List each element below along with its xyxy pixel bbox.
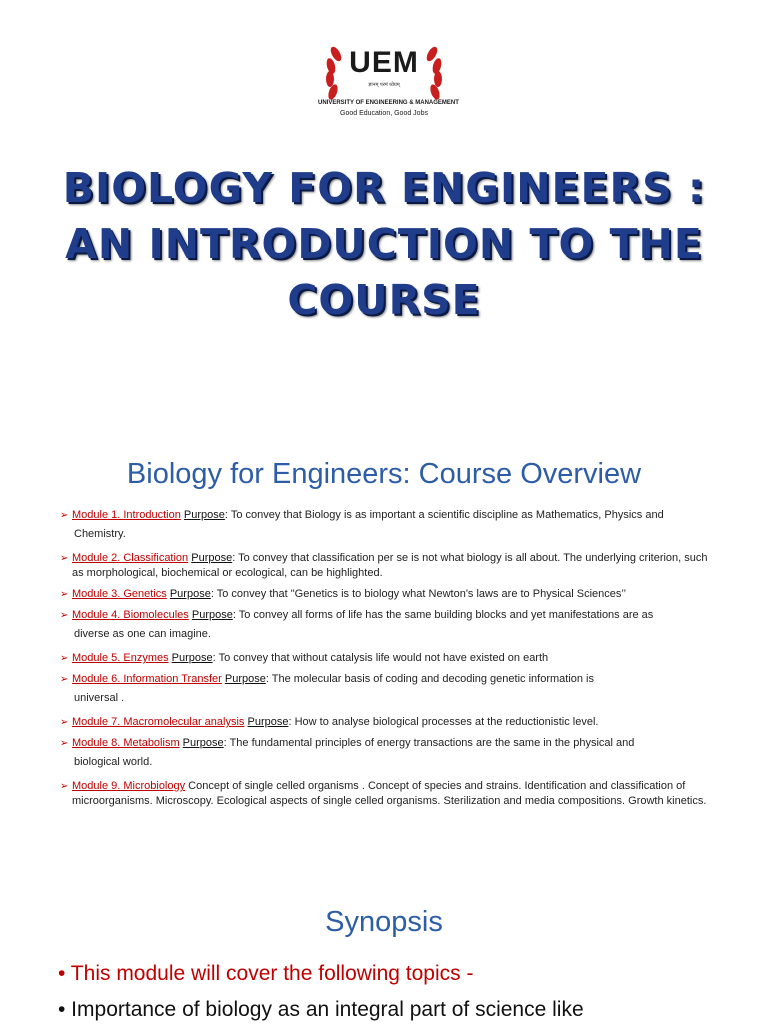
module-name: Module 9. Microbiology xyxy=(72,780,186,792)
logo-tagline: ज्ञानम् परमं ध्येयम् xyxy=(368,82,400,88)
arrow-bullet-icon: ➢ xyxy=(60,781,69,792)
logo-name: UEM xyxy=(349,46,419,79)
purpose-label: Purpose xyxy=(224,673,266,685)
arrow-bullet-icon: ➢ xyxy=(60,738,69,749)
purpose-label: Purpose xyxy=(171,652,213,664)
module-name: Module 4. Biomolecules xyxy=(72,609,189,621)
module-item xyxy=(60,736,720,773)
module-item xyxy=(60,508,720,545)
arrow-bullet-icon: ➢ xyxy=(60,610,69,621)
module-description: : To convey that without catalysis life would not have existed on earth xyxy=(212,652,549,664)
arrow-bullet-icon: ➢ xyxy=(60,717,69,728)
module-description: Concept of single celled organisms . Concept of species and strains. Identification and classification of microorganisms. Microscopy. Ecological aspects of single celled organisms. Sterilization and media compositions. Growth kinetics. xyxy=(72,780,707,807)
title-line-3: COURSE xyxy=(287,276,481,324)
uem-logo xyxy=(318,42,459,126)
module-name: Module 1. Introduction xyxy=(72,509,181,521)
arrow-bullet-icon: ➢ xyxy=(60,653,69,664)
module-item xyxy=(60,608,720,645)
module-description: : To convey that classification per se is not what biology is all about. The underlying criterion, such as morphological, biochemical or ecological, can be highlighted. xyxy=(72,552,708,579)
module-description: : How to analyse biological processes at the reductionistic level. xyxy=(288,716,599,728)
module-item xyxy=(60,587,720,602)
module-name: Module 2. Classification xyxy=(72,552,189,564)
module-name: Module 8. Metabolism xyxy=(72,737,180,749)
module-name: Module 6. Information Transfer xyxy=(72,673,222,685)
module-description-continued: Chemistry. xyxy=(74,528,126,540)
module-description-continued: biological world. xyxy=(74,756,153,768)
logo-motto: Good Education, Good Jobs xyxy=(340,110,428,117)
arrow-bullet-icon: ➢ xyxy=(60,553,69,564)
synopsis-bullet-1: • This module will cover the following topics - xyxy=(58,962,474,985)
purpose-label: Purpose xyxy=(191,552,233,564)
module-description: : To convey that Biology is as important a scientific discipline as Mathematics, Physics and xyxy=(224,509,664,521)
module-description-continued: universal . xyxy=(74,692,125,704)
purpose-label: Purpose xyxy=(183,509,225,521)
module-description: : The fundamental principles of energy transactions are the same in the physical and xyxy=(223,737,635,749)
arrow-bullet-icon: ➢ xyxy=(60,674,69,685)
module-name: Module 3. Genetics xyxy=(72,588,167,600)
module-item xyxy=(60,551,720,581)
module-item xyxy=(60,779,720,809)
logo-subtitle: UNIVERSITY OF ENGINEERING & MANAGEMENT xyxy=(318,100,459,106)
synopsis-bullet-2: • Importance of biology as an integral part of science like xyxy=(58,998,584,1021)
purpose-label: Purpose xyxy=(191,609,233,621)
module-item xyxy=(60,672,720,709)
synopsis-heading: Synopsis xyxy=(325,906,443,938)
module-name: Module 5. Enzymes xyxy=(72,652,169,664)
arrow-bullet-icon: ➢ xyxy=(60,589,69,600)
module-description: : To convey all forms of life has the same building blocks and yet manifestations are as xyxy=(232,609,654,621)
arrow-bullet-icon: ➢ xyxy=(60,510,69,521)
slide-title xyxy=(0,160,768,328)
module-description: : The molecular basis of coding and decoding genetic information is xyxy=(265,673,595,685)
title-line-2: AN INTRODUCTION TO THE xyxy=(65,220,703,268)
module-list xyxy=(60,508,720,815)
overview-heading: Biology for Engineers: Course Overview xyxy=(126,458,642,490)
purpose-label: Purpose xyxy=(169,588,211,600)
module-description: : To convey that "Genetics is to biology what Newton's laws are to Physical Sciences’’ xyxy=(210,588,627,600)
module-description-continued: diverse as one can imagine. xyxy=(74,628,211,640)
module-item xyxy=(60,715,720,730)
title-line-1: BIOLOGY FOR ENGINEERS : xyxy=(62,164,706,212)
module-name: Module 7. Macromolecular analysis xyxy=(72,716,245,728)
purpose-label: Purpose xyxy=(247,716,289,728)
module-item xyxy=(60,651,720,666)
purpose-label: Purpose xyxy=(182,737,224,749)
